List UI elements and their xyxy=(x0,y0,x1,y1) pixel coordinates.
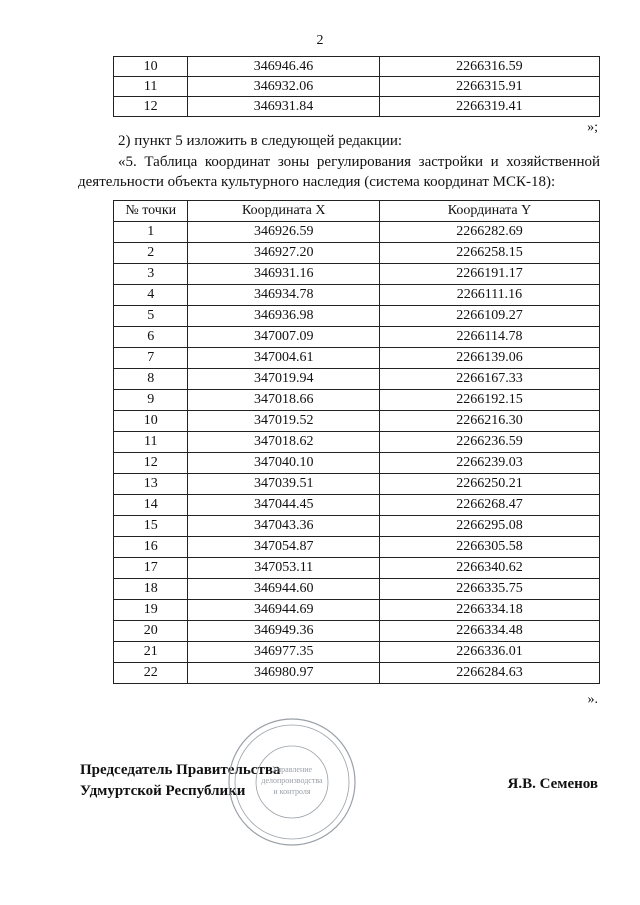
coordinate-x-cell: 347039.51 xyxy=(188,474,379,495)
coordinate-y-cell: 2266167.33 xyxy=(379,369,599,390)
coordinate-x-cell: 347040.10 xyxy=(188,453,379,474)
signatory-title-line2: Удмуртской Республики xyxy=(80,783,246,799)
point-number-cell: 19 xyxy=(114,600,188,621)
coordinate-x-cell: 346946.46 xyxy=(188,57,379,77)
table-row xyxy=(114,474,600,495)
point-number-cell: 12 xyxy=(114,453,188,474)
point-number-cell: 6 xyxy=(114,327,188,348)
table-row xyxy=(114,600,600,621)
coordinate-y-cell: 2266268.47 xyxy=(379,495,599,516)
point-number-cell: 18 xyxy=(114,579,188,600)
paragraph-item-2: 2) пункт 5 изложить в следующей редакции: xyxy=(118,133,403,149)
coordinate-x-cell: 347019.94 xyxy=(188,369,379,390)
table-row xyxy=(114,621,600,642)
signatory-name: Я.В. Семенов xyxy=(507,776,598,792)
coordinate-y-cell: 2266139.06 xyxy=(379,348,599,369)
table-row xyxy=(114,390,600,411)
coordinate-y-cell: 2266340.62 xyxy=(379,558,599,579)
table-row xyxy=(114,495,600,516)
table-row xyxy=(114,243,600,264)
previous-coordinates-table xyxy=(113,56,600,117)
coordinate-x-cell: 347007.09 xyxy=(188,327,379,348)
coordinate-y-cell: 2266305.58 xyxy=(379,537,599,558)
coordinate-y-cell: 2266319.41 xyxy=(379,97,599,117)
coordinate-y-cell: 2266216.30 xyxy=(379,411,599,432)
seal-center-text: Управление xyxy=(271,765,313,774)
coordinate-x-cell: 346949.36 xyxy=(188,621,379,642)
table-row xyxy=(114,57,600,77)
coordinate-x-cell: 346934.78 xyxy=(188,285,379,306)
coordinate-x-cell: 346936.98 xyxy=(188,306,379,327)
coordinate-y-cell: 2266284.63 xyxy=(379,663,599,684)
coordinate-x-cell: 347054.87 xyxy=(188,537,379,558)
header-coordinate-x: Координата X xyxy=(188,201,379,222)
table-row xyxy=(114,77,600,97)
table-row xyxy=(114,348,600,369)
table-row xyxy=(114,579,600,600)
coordinate-y-cell: 2266295.08 xyxy=(379,516,599,537)
coordinate-y-cell: 2266282.69 xyxy=(379,222,599,243)
point-number-cell: 13 xyxy=(114,474,188,495)
table-row xyxy=(114,453,600,474)
table-row xyxy=(114,306,600,327)
coordinates-table xyxy=(113,200,600,684)
point-number-cell: 21 xyxy=(114,642,188,663)
table-row xyxy=(114,327,600,348)
seal-center-text: делопроизводства xyxy=(261,776,323,785)
point-number-cell: 10 xyxy=(114,411,188,432)
point-number-cell: 17 xyxy=(114,558,188,579)
signatory-title-line1: Председатель Правительства xyxy=(80,762,281,778)
seal-center-text: и контроля xyxy=(273,787,311,796)
point-number-cell: 4 xyxy=(114,285,188,306)
point-number-cell: 22 xyxy=(114,663,188,684)
point-number-cell: 20 xyxy=(114,621,188,642)
point-number-cell: 9 xyxy=(114,390,188,411)
coordinate-y-cell: 2266250.21 xyxy=(379,474,599,495)
coordinate-x-cell: 347018.66 xyxy=(188,390,379,411)
table-row xyxy=(114,264,600,285)
page-number: 2 xyxy=(316,33,324,48)
coordinate-x-cell: 347053.11 xyxy=(188,558,379,579)
coordinate-x-cell: 346931.16 xyxy=(188,264,379,285)
point-number-cell: 15 xyxy=(114,516,188,537)
coordinate-y-cell: 2266192.15 xyxy=(379,390,599,411)
coordinate-y-cell: 2266111.16 xyxy=(379,285,599,306)
coordinate-x-cell: 346927.20 xyxy=(188,243,379,264)
table-row xyxy=(114,369,600,390)
header-coordinate-y: Координата Y xyxy=(379,201,599,222)
point-number-cell: 7 xyxy=(114,348,188,369)
table-row xyxy=(114,285,600,306)
point-number-cell: 1 xyxy=(114,222,188,243)
point-number-cell: 2 xyxy=(114,243,188,264)
point-number-cell: 11 xyxy=(114,77,188,97)
official-seal-stamp xyxy=(226,716,358,848)
coordinate-y-cell: 2266239.03 xyxy=(379,453,599,474)
coordinate-x-cell: 347004.61 xyxy=(188,348,379,369)
table-row xyxy=(114,642,600,663)
table-row xyxy=(114,516,600,537)
point-number-cell: 14 xyxy=(114,495,188,516)
coordinate-x-cell: 346944.69 xyxy=(188,600,379,621)
table-row xyxy=(114,558,600,579)
coordinate-x-cell: 346980.97 xyxy=(188,663,379,684)
coordinate-y-cell: 2266236.59 xyxy=(379,432,599,453)
coordinate-x-cell: 346932.06 xyxy=(188,77,379,97)
coordinate-x-cell: 347019.52 xyxy=(188,411,379,432)
point-number-cell: 12 xyxy=(114,97,188,117)
table-row xyxy=(114,222,600,243)
point-number-cell: 5 xyxy=(114,306,188,327)
coordinate-y-cell: 2266258.15 xyxy=(379,243,599,264)
table-row xyxy=(114,663,600,684)
coordinate-x-cell: 346977.35 xyxy=(188,642,379,663)
coordinate-y-cell: 2266335.75 xyxy=(379,579,599,600)
coordinate-x-cell: 347018.62 xyxy=(188,432,379,453)
coordinate-y-cell: 2266315.91 xyxy=(379,77,599,97)
coordinate-y-cell: 2266114.78 xyxy=(379,327,599,348)
coordinate-y-cell: 2266336.01 xyxy=(379,642,599,663)
table-row xyxy=(114,411,600,432)
table-header-row xyxy=(114,201,600,222)
table-row xyxy=(114,432,600,453)
point-number-cell: 8 xyxy=(114,369,188,390)
coordinate-x-cell: 346931.84 xyxy=(188,97,379,117)
table-row xyxy=(114,537,600,558)
closing-quote-1: »; xyxy=(587,120,598,135)
header-point-number: № точки xyxy=(114,201,188,222)
paragraph-table-title: «5. Таблица координат зоны регулирования застройки и хозяйственной деятельности объекта культурного наследия (система координат МСК-18): xyxy=(78,154,600,190)
coordinate-x-cell: 347044.45 xyxy=(188,495,379,516)
coordinate-y-cell: 2266316.59 xyxy=(379,57,599,77)
point-number-cell: 16 xyxy=(114,537,188,558)
point-number-cell: 10 xyxy=(114,57,188,77)
coordinate-y-cell: 2266191.17 xyxy=(379,264,599,285)
coordinate-y-cell: 2266334.18 xyxy=(379,600,599,621)
table-row xyxy=(114,97,600,117)
coordinate-y-cell: 2266334.48 xyxy=(379,621,599,642)
point-number-cell: 11 xyxy=(114,432,188,453)
coordinate-x-cell: 347043.36 xyxy=(188,516,379,537)
coordinate-x-cell: 346926.59 xyxy=(188,222,379,243)
point-number-cell: 3 xyxy=(114,264,188,285)
coordinate-x-cell: 346944.60 xyxy=(188,579,379,600)
closing-quote-2: ». xyxy=(587,692,598,707)
coordinate-y-cell: 2266109.27 xyxy=(379,306,599,327)
